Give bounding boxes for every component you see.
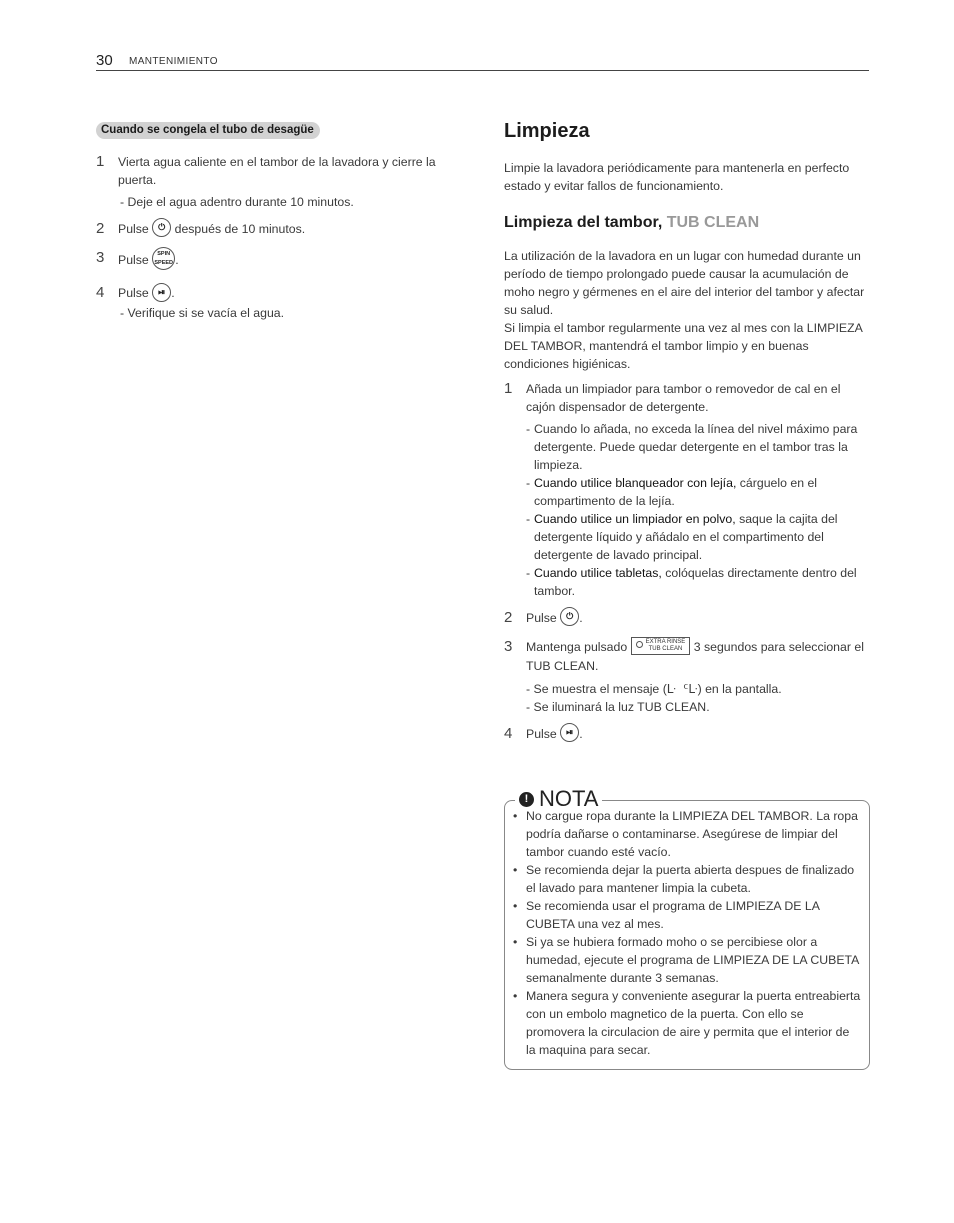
step-text-pre: Pulse xyxy=(526,611,557,625)
spin-label: SPIN xyxy=(157,251,171,258)
left-step-4 xyxy=(96,284,471,321)
spin-speed-button-icon xyxy=(152,247,175,270)
frozen-drain-heading: Cuando se congela el tubo de desagüe xyxy=(96,122,320,139)
tub-clean-paragraph-2: Si limpia el tambor regularmente una vez al mes con la LIMPIEZA DEL TAMBOR, mantendrá el tambor limpio y en buenas condiciones higiénicas. xyxy=(504,321,863,371)
extra-rinse-label: EXTRA RINSE xyxy=(645,639,686,645)
step-note: - Verifique si se vacía el agua. xyxy=(120,305,285,320)
step-text-pre: Pulse xyxy=(118,286,149,301)
speed-label: SPEED xyxy=(154,260,174,267)
section-name: MANTENIMIENTO xyxy=(129,56,218,67)
step-text-pre: Pulse xyxy=(118,253,149,267)
left-column xyxy=(96,120,471,322)
note-box xyxy=(504,786,870,1070)
right-step-3 xyxy=(504,638,870,716)
step-3-notes xyxy=(526,680,870,716)
right-step-1 xyxy=(504,380,870,600)
step-text-post: . xyxy=(175,253,179,267)
step-number: 4 xyxy=(96,284,105,302)
left-step-3 xyxy=(96,249,471,272)
left-step-2 xyxy=(96,220,471,239)
step-text-post: después de 10 minutos. xyxy=(174,222,306,236)
note-title: NOTA xyxy=(539,786,599,811)
left-step-1 xyxy=(96,153,471,211)
step-text-post: 3 segundos para seleccionar el TUB CLEAN. xyxy=(526,640,864,673)
extra-rinse-tub-clean-button-icon xyxy=(631,637,691,655)
list-item-bold: Cuando utilice tabletas, xyxy=(534,566,662,580)
note-item-text: Se recomienda dejar la puerta abierta despues de finalizado el lavado para mantener limpia la cubeta. xyxy=(526,863,855,895)
list-item: - Cuando lo añada, no exceda la línea del nivel máximo para detergente. Puede quedar detergente en el tambor tras la limpieza. xyxy=(526,422,858,472)
step-note: - Se iluminará la luz TUB CLEAN. xyxy=(526,700,710,714)
step-note xyxy=(526,680,870,698)
note-item-text: Si ya se hubiera formado moho o se percibiese olor a humedad, ejecute el programa de LIMPIEZA DE LA CUBETA semanalmente durante 3 semanas. xyxy=(526,935,859,985)
note-item-text: No cargue ropa durante la LIMPIEZA DEL TAMBOR. La ropa podría dañarse o contaminarse. Asegúrese de limpiar del tambor cuando esté vacío. xyxy=(526,809,858,859)
step-text-pre: Mantenga pulsado xyxy=(526,640,628,655)
step-number: 2 xyxy=(96,220,105,237)
list-item-bold: Cuando utilice un limpiador en polvo, xyxy=(534,512,736,526)
note-item: • Se recomienda usar el programa de LIMPIEZA DE LA CUBETA una vez al mes. xyxy=(513,899,820,931)
display-code: ᒷ ᑦᒷ xyxy=(666,682,698,696)
note-list xyxy=(513,807,861,1059)
step-text-post: . xyxy=(171,286,175,301)
right-step-4 xyxy=(504,725,870,744)
step-text-pre: Pulse xyxy=(526,727,557,741)
step-text: Vierta agua caliente en el tambor de la lavadora y cierre la puerta. xyxy=(118,155,436,187)
start-pause-button-icon: ⏯ xyxy=(560,723,579,742)
power-button-icon: ⏻ xyxy=(152,218,171,237)
note-post: ) en la pantalla. xyxy=(697,682,782,696)
cleaning-title: Limpieza xyxy=(504,120,590,142)
list-item-bold: Cuando utilice blanqueador con lejía, xyxy=(534,476,737,490)
note-item: • No cargue ropa durante la LIMPIEZA DEL TAMBOR. La ropa podría dañarse o contaminarse. Asegúrese de limpiar del tambor cuando esté vacío. xyxy=(513,809,858,859)
list-item-text: Cuando lo añada, no exceda la línea del nivel máximo para detergente. Puede quedar detergente en el tambor tras la limpieza. xyxy=(534,422,858,472)
note-item-text: Manera segura y conveniente asegurar la puerta entreabierta con un embolo magnetico de la puerta. Con ello se promovera la circulacion de aire y permita que el interior de la maquina para secar. xyxy=(526,989,861,1057)
step-text-pre: Pulse xyxy=(118,222,149,236)
step-note: - Deje el agua adentro durante 10 minutos. xyxy=(120,195,354,209)
cleaning-intro: Limpie la lavadora periódicamente para mantenerla en perfecto estado y evitar fallos de funcionamiento. xyxy=(504,161,850,193)
power-button-icon: ⏻ xyxy=(560,607,579,626)
list-item-text: cárguelo en el compartimento de la lejía. xyxy=(534,476,818,508)
step-number: 1 xyxy=(96,153,105,170)
right-column xyxy=(504,120,870,744)
step-number: 4 xyxy=(504,725,513,742)
tub-clean-label: TUB CLEAN xyxy=(648,646,683,652)
step-1-list xyxy=(526,420,870,600)
warning-icon: ! xyxy=(519,792,534,807)
step-number: 3 xyxy=(96,249,105,267)
subtitle-accent: TUB CLEAN xyxy=(666,214,760,231)
step-number: 3 xyxy=(504,638,513,656)
step-text-post: . xyxy=(579,611,583,625)
list-item: - Cuando utilice tabletas, colóquelas directamente dentro del tambor. xyxy=(526,566,857,598)
list-item: - Cuando utilice un limpiador en polvo, saque la cajita del detergente líquido y añádalo en el compartimento del detergente de lavado principal. xyxy=(526,512,838,562)
page-number: 30 xyxy=(96,52,113,69)
list-item-text: colóquelas directamente dentro del tambor. xyxy=(534,566,857,598)
step-text-post: . xyxy=(579,727,583,741)
note-pre: - Se muestra el mensaje ( xyxy=(526,682,667,696)
step-number: 2 xyxy=(504,609,513,626)
note-item-text: Se recomienda usar el programa de LIMPIEZA DE LA CUBETA una vez al mes. xyxy=(526,899,820,931)
note-item: • Se recomienda dejar la puerta abierta despues de finalizado el lavado para mantener limpia la cubeta. xyxy=(513,863,855,895)
list-item: - Cuando utilice blanqueador con lejía, cárguelo en el compartimento de la lejía. xyxy=(526,476,818,508)
page-header xyxy=(96,52,869,71)
note-item: • Manera segura y conveniente asegurar la puerta entreabierta con un embolo magnetico de la puerta. Con ello se promovera la circulacion de aire y permita que el interior de la maquina para secar. xyxy=(513,989,861,1057)
tub-clean-paragraph-1: La utilización de la lavadora en un lugar con humedad durante un período de tiempo prolongado puede causar la acumulación de moho negro y gérmenes en el aire del interior del tambor y afectar su salud. xyxy=(504,249,865,317)
subtitle-text: Limpieza del tambor, xyxy=(504,214,663,231)
list-item-text: saque la cajita del detergente líquido y añádalo en el compartimento del detergente de lavado principal. xyxy=(534,512,838,562)
tub-clean-subtitle xyxy=(504,214,870,232)
note-item: • Si ya se hubiera formado moho o se percibiese olor a humedad, ejecute el programa de LIMPIEZA DE LA CUBETA semanalmente durante 3 semanas. xyxy=(513,935,859,985)
step-text: Añada un limpiador para tambor o removedor de cal en el cajón dispensador de detergente. xyxy=(526,382,841,414)
right-step-2 xyxy=(504,609,870,628)
step-number: 1 xyxy=(504,380,513,397)
start-pause-button-icon: ⏯ xyxy=(152,283,171,302)
